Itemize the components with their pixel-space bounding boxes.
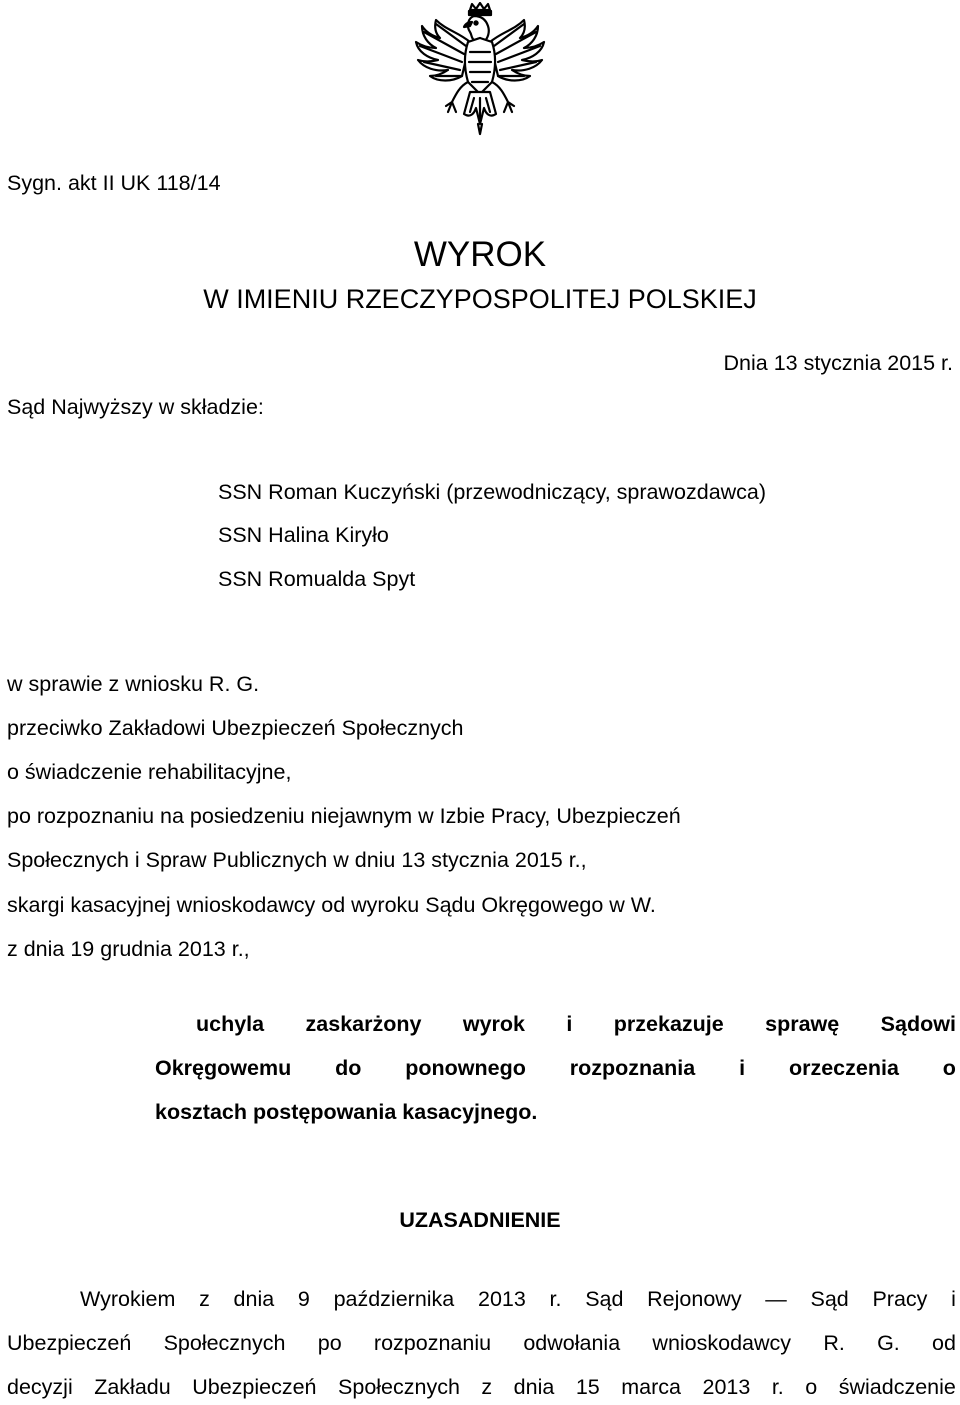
- judge-presiding: SSN Roman Kuczyński (przewodniczący, sprawozdawca): [218, 480, 767, 504]
- judge-member: SSN Halina Kiryło: [218, 523, 389, 547]
- justification-line: Wyrokiem z dnia 9 października 2013 r. Sąd Rejonowy — Sąd Pracy i: [80, 1287, 956, 1311]
- case-appeal-date: z dnia 19 grudnia 2013 r.,: [7, 937, 250, 961]
- court-composition-label: Sąd Najwyższy w składzie:: [7, 395, 264, 419]
- polish-eagle-emblem-icon: [408, 2, 552, 138]
- ruling-date: Dnia 13 stycznia 2015 r.: [723, 351, 953, 375]
- ruling-line: uchyla zaskarżony wyrok i przekazuje sprawę Sądowi: [196, 1012, 956, 1036]
- justification-heading: UZASADNIENIE: [399, 1208, 561, 1232]
- judge-member: SSN Romualda Spyt: [218, 567, 416, 591]
- case-subject: o świadczenie rehabilitacyjne,: [7, 760, 292, 784]
- justification-line: decyzji Zakładu Ubezpieczeń Społecznych z dnia 15 marca 2013 r. o świadczenie: [7, 1375, 956, 1399]
- case-appeal-line: skargi kasacyjnej wnioskodawcy od wyroku Sądu Okręgowego w W.: [7, 893, 656, 917]
- case-hearing-line: Społecznych i Spraw Publicznych w dniu 13 stycznia 2015 r.,: [7, 848, 587, 872]
- ruling-line: Okręgowemu do ponownego rozpoznania i orzeczenia o: [155, 1056, 956, 1080]
- case-hearing-line: po rozpoznaniu na posiedzeniu niejawnym w Izbie Pracy, Ubezpieczeń: [7, 804, 681, 828]
- justification-line: Ubezpieczeń Społecznych po rozpoznaniu odwołania wnioskodawcy R. G. od: [7, 1331, 956, 1355]
- document-title: WYROK: [413, 235, 547, 274]
- case-respondent: przeciwko Zakładowi Ubezpieczeń Społecznych: [7, 716, 464, 740]
- ruling-line: kosztach postępowania kasacyjnego.: [155, 1100, 538, 1124]
- case-signature: Sygn. akt II UK 118/14: [7, 171, 221, 195]
- case-applicant: w sprawie z wniosku R. G.: [7, 672, 260, 696]
- document-subtitle: W IMIENIU RZECZYPOSPOLITEJ POLSKIEJ: [203, 284, 757, 314]
